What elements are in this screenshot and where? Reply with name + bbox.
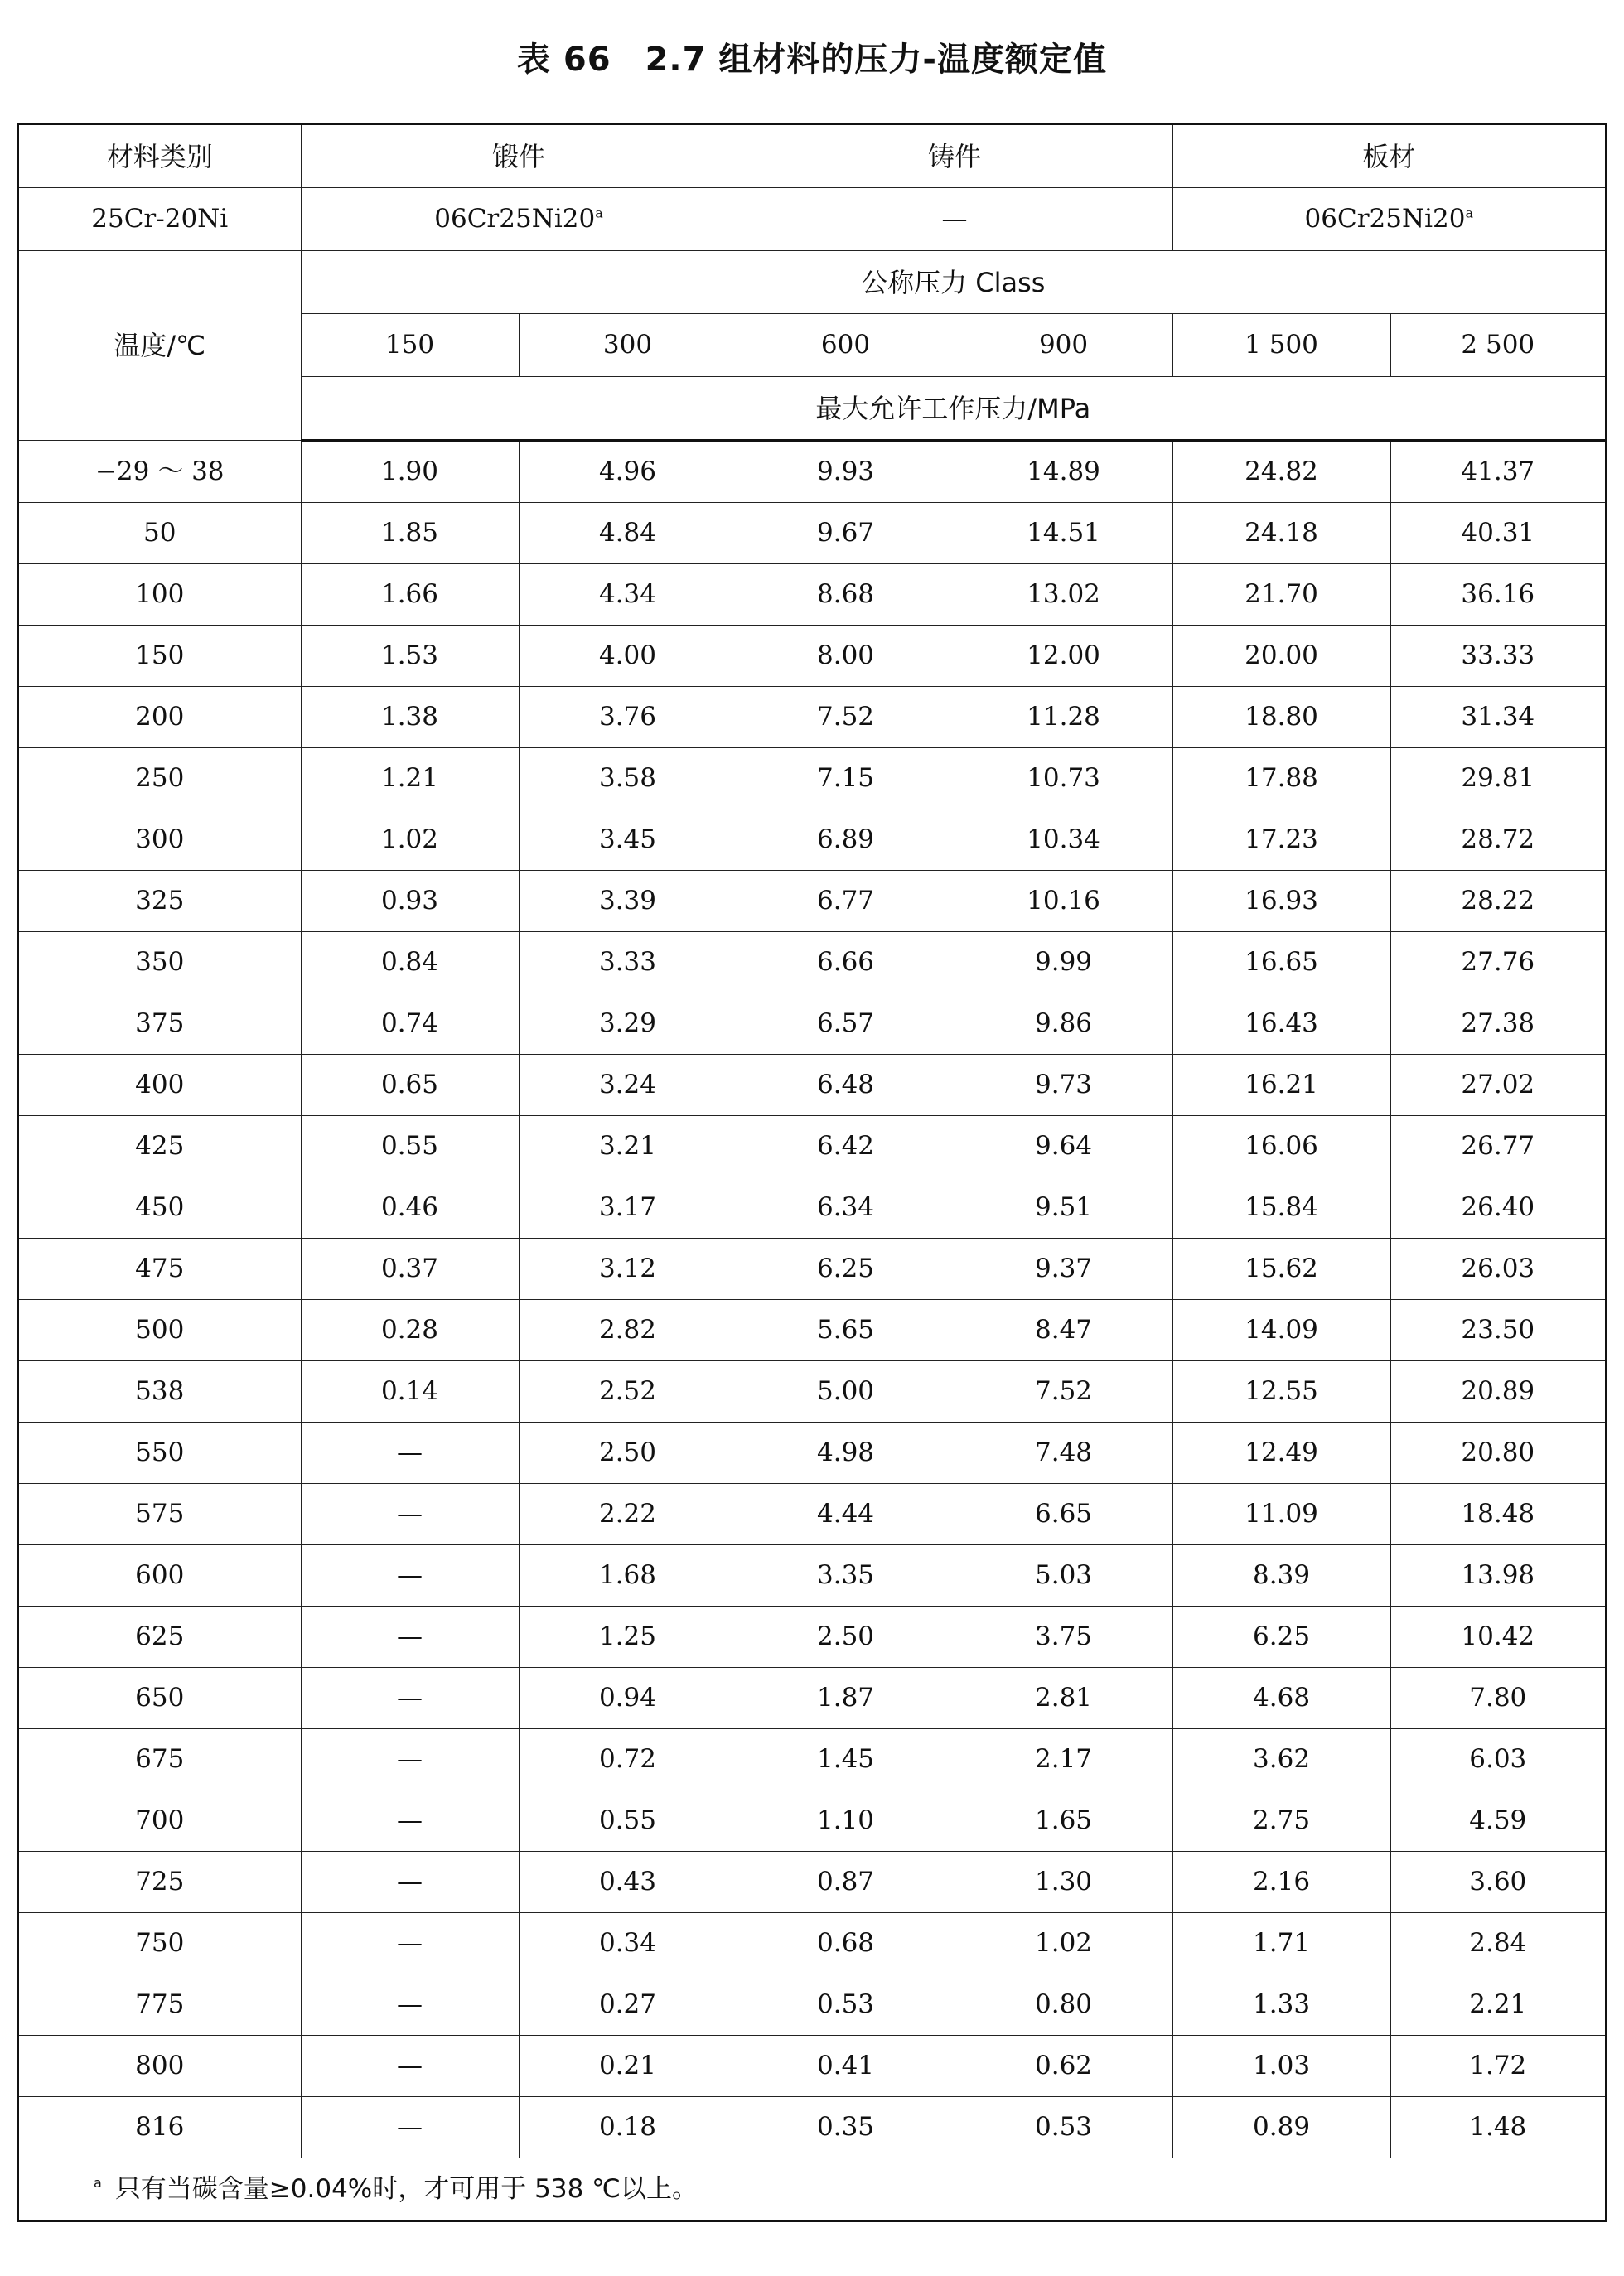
table-row: [19, 441, 1605, 503]
pressure-cell: 3.29: [519, 993, 737, 1055]
temperature-cell: 538: [19, 1361, 301, 1423]
pressure-cell: 0.65: [301, 1055, 519, 1116]
pressure-cell: 8.68: [737, 564, 955, 626]
pressure-cell: 1.03: [1172, 2036, 1390, 2097]
pressure-cell: 2.81: [955, 1668, 1172, 1729]
pressure-cell: 5.00: [737, 1361, 955, 1423]
footnote-cell: [19, 2158, 1605, 2220]
pressure-cell: 20.89: [1390, 1361, 1605, 1423]
pressure-cell: 1.02: [301, 809, 519, 871]
pressure-cell: 3.12: [519, 1239, 737, 1300]
temperature-cell: 625: [19, 1607, 301, 1668]
pressure-cell: 14.51: [955, 503, 1172, 564]
pressure-cell: 1.21: [301, 748, 519, 809]
pressure-cell: —: [301, 1974, 519, 2036]
pressure-cell: 4.96: [519, 441, 737, 503]
pressure-cell: 2.52: [519, 1361, 737, 1423]
table-row: [19, 1852, 1605, 1913]
pressure-cell: 0.55: [301, 1116, 519, 1177]
pressure-cell: 1.90: [301, 441, 519, 503]
pressure-cell: 5.65: [737, 1300, 955, 1361]
pressure-cell: 15.84: [1172, 1177, 1390, 1239]
pressure-cell: 3.17: [519, 1177, 737, 1239]
temperature-cell: 425: [19, 1116, 301, 1177]
pressure-cell: 6.48: [737, 1055, 955, 1116]
pressure-cell: 16.43: [1172, 993, 1390, 1055]
pressure-cell: 4.68: [1172, 1668, 1390, 1729]
pressure-cell: 7.80: [1390, 1668, 1605, 1729]
table-row: [19, 932, 1605, 993]
pressure-cell: 7.52: [737, 687, 955, 748]
pressure-cell: —: [301, 1484, 519, 1545]
pressure-cell: 24.82: [1172, 441, 1390, 503]
pressure-cell: 0.72: [519, 1729, 737, 1790]
table-row: [19, 871, 1605, 932]
forgings-grade: 06Cr25Ni20: [434, 204, 596, 234]
temperature-cell: 700: [19, 1790, 301, 1852]
temperature-cell: 50: [19, 503, 301, 564]
pressure-cell: 0.89: [1172, 2097, 1390, 2158]
pressure-cell: 2.82: [519, 1300, 737, 1361]
pressure-cell: 4.44: [737, 1484, 955, 1545]
table-row: [19, 1484, 1605, 1545]
temperature-cell: 200: [19, 687, 301, 748]
temperature-cell: 725: [19, 1852, 301, 1913]
pressure-cell: 1.65: [955, 1790, 1172, 1852]
pressure-cell: 11.09: [1172, 1484, 1390, 1545]
pressure-cell: 26.03: [1390, 1239, 1605, 1300]
table-row: [19, 1055, 1605, 1116]
class-header: 900: [955, 314, 1172, 377]
pressure-cell: —: [301, 1668, 519, 1729]
pressure-cell: 12.00: [955, 626, 1172, 687]
pressure-cell: 0.41: [737, 2036, 955, 2097]
pressure-cell: 16.06: [1172, 1116, 1390, 1177]
temperature-cell: 500: [19, 1300, 301, 1361]
table-row: [19, 1116, 1605, 1177]
pressure-cell: 1.10: [737, 1790, 955, 1852]
pressure-cell: 3.75: [955, 1607, 1172, 1668]
class-header: 300: [519, 314, 737, 377]
pressure-cell: 1.53: [301, 626, 519, 687]
pressure-cell: 1.72: [1390, 2036, 1605, 2097]
pressure-cell: 28.72: [1390, 809, 1605, 871]
pressure-cell: 40.31: [1390, 503, 1605, 564]
pressure-cell: —: [301, 2036, 519, 2097]
temperature-cell: 250: [19, 748, 301, 809]
table-row: [19, 626, 1605, 687]
pressure-cell: 0.28: [301, 1300, 519, 1361]
temperature-cell: −29 ～ 38: [19, 441, 301, 503]
pressure-cell: 0.43: [519, 1852, 737, 1913]
pressure-cell: —: [301, 2097, 519, 2158]
temperature-cell: 300: [19, 809, 301, 871]
pressure-cell: 6.42: [737, 1116, 955, 1177]
pressure-cell: 4.00: [519, 626, 737, 687]
pressure-cell: —: [301, 1790, 519, 1852]
pressure-cell: 9.67: [737, 503, 955, 564]
pressure-cell: 0.14: [301, 1361, 519, 1423]
pressure-cell: 9.73: [955, 1055, 1172, 1116]
pressure-cell: 41.37: [1390, 441, 1605, 503]
pressure-cell: 0.93: [301, 871, 519, 932]
table-row: [19, 1545, 1605, 1607]
pressure-cell: 0.87: [737, 1852, 955, 1913]
pressure-cell: 0.53: [737, 1974, 955, 2036]
pressure-cell: 0.55: [519, 1790, 737, 1852]
pressure-cell: —: [301, 1545, 519, 1607]
temperature-cell: 800: [19, 2036, 301, 2097]
footnote-text: 只有当碳含量≥0.04%时，才可用于 538 ℃以上。: [114, 2173, 698, 2204]
pressure-cell: 9.93: [737, 441, 955, 503]
pressure-cell: 3.39: [519, 871, 737, 932]
pressure-cell: 3.60: [1390, 1852, 1605, 1913]
castings-grade-cell: —: [737, 188, 1172, 251]
pressure-cell: 6.89: [737, 809, 955, 871]
pressure-cell: 13.98: [1390, 1545, 1605, 1607]
pressure-cell: 26.40: [1390, 1177, 1605, 1239]
pressure-cell: 1.48: [1390, 2097, 1605, 2158]
temperature-cell: 375: [19, 993, 301, 1055]
table-row: [19, 1913, 1605, 1974]
pressure-cell: 0.84: [301, 932, 519, 993]
plates-grade-cell: [1172, 188, 1605, 251]
pressure-cell: 24.18: [1172, 503, 1390, 564]
nominal-pressure-header: 公称压力 Class: [301, 251, 1605, 314]
pressure-cell: 2.22: [519, 1484, 737, 1545]
temperature-cell: 450: [19, 1177, 301, 1239]
pressure-cell: 0.94: [519, 1668, 737, 1729]
plates-header: 板材: [1172, 125, 1605, 188]
temperature-cell: 475: [19, 1239, 301, 1300]
pressure-cell: 0.18: [519, 2097, 737, 2158]
pressure-cell: 33.33: [1390, 626, 1605, 687]
pressure-cell: 3.24: [519, 1055, 737, 1116]
pressure-cell: 3.21: [519, 1116, 737, 1177]
pressure-cell: 0.21: [519, 2036, 737, 2097]
pressure-cell: 2.75: [1172, 1790, 1390, 1852]
pressure-cell: 21.70: [1172, 564, 1390, 626]
pressure-cell: 10.34: [955, 809, 1172, 871]
pressure-cell: 0.46: [301, 1177, 519, 1239]
footnote-row: [19, 2158, 1605, 2220]
pressure-cell: 1.85: [301, 503, 519, 564]
table-row: [19, 748, 1605, 809]
temperature-cell: 325: [19, 871, 301, 932]
pressure-cell: 10.42: [1390, 1607, 1605, 1668]
pressure-cell: 6.25: [737, 1239, 955, 1300]
table-row: [19, 1607, 1605, 1668]
temperature-cell: 775: [19, 1974, 301, 2036]
pressure-cell: 23.50: [1390, 1300, 1605, 1361]
pressure-cell: —: [301, 1852, 519, 1913]
pressure-cell: 29.81: [1390, 748, 1605, 809]
pressure-cell: 4.34: [519, 564, 737, 626]
pressure-cell: 27.38: [1390, 993, 1605, 1055]
temperature-cell: 600: [19, 1545, 301, 1607]
pressure-cell: 8.00: [737, 626, 955, 687]
pressure-cell: 9.37: [955, 1239, 1172, 1300]
pressure-cell: 1.66: [301, 564, 519, 626]
pressure-cell: 9.99: [955, 932, 1172, 993]
pressure-cell: 27.76: [1390, 932, 1605, 993]
pressure-cell: 10.73: [955, 748, 1172, 809]
pressure-cell: 12.55: [1172, 1361, 1390, 1423]
pressure-cell: 6.57: [737, 993, 955, 1055]
temperature-cell: 150: [19, 626, 301, 687]
table-row: [19, 687, 1605, 748]
table-row: [19, 2097, 1605, 2158]
pressure-cell: 2.16: [1172, 1852, 1390, 1913]
temperature-cell: 575: [19, 1484, 301, 1545]
pressure-cell: 4.59: [1390, 1790, 1605, 1852]
pressure-cell: —: [301, 1913, 519, 1974]
pressure-cell: 10.16: [955, 871, 1172, 932]
table-row: [19, 1300, 1605, 1361]
forgings-header: 锻件: [301, 125, 737, 188]
pressure-cell: 0.68: [737, 1913, 955, 1974]
pressure-cell: 4.98: [737, 1423, 955, 1484]
rating-table-frame: [17, 123, 1607, 2222]
pressure-cell: 3.76: [519, 687, 737, 748]
castings-header: 铸件: [737, 125, 1172, 188]
pressure-cell: 0.35: [737, 2097, 955, 2158]
pressure-cell: 8.47: [955, 1300, 1172, 1361]
pressure-cell: 20.00: [1172, 626, 1390, 687]
pressure-cell: 0.62: [955, 2036, 1172, 2097]
table-row: [19, 1790, 1605, 1852]
pressure-cell: 1.25: [519, 1607, 737, 1668]
table-title: 表 66 2.7 组材料的压力-温度额定值: [517, 41, 1107, 79]
pressure-cell: 28.22: [1390, 871, 1605, 932]
pressure-cell: 3.35: [737, 1545, 955, 1607]
footnote-mark: a: [94, 2175, 102, 2191]
pressure-cell: 14.89: [955, 441, 1172, 503]
temperature-cell: 675: [19, 1729, 301, 1790]
forgings-grade-footnote-mark: a: [595, 205, 603, 221]
pressure-cell: 7.15: [737, 748, 955, 809]
table-row: [19, 993, 1605, 1055]
pressure-cell: 3.45: [519, 809, 737, 871]
pressure-cell: —: [301, 1729, 519, 1790]
pressure-cell: 3.62: [1172, 1729, 1390, 1790]
pressure-cell: 1.33: [1172, 1974, 1390, 2036]
plates-grade-footnote-mark: a: [1465, 205, 1473, 221]
table-row: [19, 503, 1605, 564]
pressure-cell: 0.37: [301, 1239, 519, 1300]
pressure-cell: —: [301, 1423, 519, 1484]
pressure-cell: 0.74: [301, 993, 519, 1055]
pressure-cell: 1.71: [1172, 1913, 1390, 1974]
pressure-cell: 20.80: [1390, 1423, 1605, 1484]
pressure-cell: 27.02: [1390, 1055, 1605, 1116]
pressure-cell: 0.27: [519, 1974, 737, 2036]
pressure-cell: 6.25: [1172, 1607, 1390, 1668]
table-row: [19, 1423, 1605, 1484]
pressure-cell: —: [301, 1607, 519, 1668]
class-header: 600: [737, 314, 955, 377]
pressure-cell: 0.53: [955, 2097, 1172, 2158]
table-row: [19, 1361, 1605, 1423]
pressure-cell: 0.80: [955, 1974, 1172, 2036]
plates-grade: 06Cr25Ni20: [1304, 204, 1466, 234]
pressure-cell: 11.28: [955, 687, 1172, 748]
temperature-cell: 750: [19, 1913, 301, 1974]
pressure-cell: 14.09: [1172, 1300, 1390, 1361]
pressure-cell: 3.33: [519, 932, 737, 993]
pressure-cell: 31.34: [1390, 687, 1605, 748]
pressure-cell: 6.65: [955, 1484, 1172, 1545]
pressure-cell: 1.87: [737, 1668, 955, 1729]
pressure-cell: 2.50: [519, 1423, 737, 1484]
temperature-cell: 100: [19, 564, 301, 626]
table-row: [19, 1729, 1605, 1790]
table-row: [19, 1239, 1605, 1300]
pressure-cell: 36.16: [1390, 564, 1605, 626]
pressure-cell: 7.48: [955, 1423, 1172, 1484]
pressure-cell: 18.80: [1172, 687, 1390, 748]
class-header: 1 500: [1172, 314, 1390, 377]
temperature-cell: 650: [19, 1668, 301, 1729]
pressure-cell: 6.66: [737, 932, 955, 993]
pressure-cell: 2.84: [1390, 1913, 1605, 1974]
pressure-cell: 3.58: [519, 748, 737, 809]
pressure-cell: 17.23: [1172, 809, 1390, 871]
temperature-cell: 400: [19, 1055, 301, 1116]
pressure-cell: 18.48: [1390, 1484, 1605, 1545]
table-row: [19, 2036, 1605, 2097]
pressure-cell: 1.30: [955, 1852, 1172, 1913]
forgings-grade-cell: [301, 188, 737, 251]
table-row: [19, 809, 1605, 871]
temperature-cell: 350: [19, 932, 301, 993]
alloy-cell: 25Cr-20Ni: [19, 188, 301, 251]
pressure-cell: 9.64: [955, 1116, 1172, 1177]
pressure-cell: 2.21: [1390, 1974, 1605, 2036]
table-row: [19, 1974, 1605, 2036]
pressure-cell: 2.17: [955, 1729, 1172, 1790]
pressure-cell: 16.93: [1172, 871, 1390, 932]
pressure-cell: 16.65: [1172, 932, 1390, 993]
pressure-cell: 7.52: [955, 1361, 1172, 1423]
material-category-header: 材料类别: [19, 125, 301, 188]
pressure-cell: 1.68: [519, 1545, 737, 1607]
table-row: [19, 1668, 1605, 1729]
pressure-cell: 17.88: [1172, 748, 1390, 809]
pressure-cell: 5.03: [955, 1545, 1172, 1607]
pressure-cell: 26.77: [1390, 1116, 1605, 1177]
pressure-cell: 6.03: [1390, 1729, 1605, 1790]
pressure-cell: 1.38: [301, 687, 519, 748]
pressure-cell: 12.49: [1172, 1423, 1390, 1484]
temperature-cell: 816: [19, 2097, 301, 2158]
temperature-header: 温度/℃: [19, 251, 301, 441]
pressure-cell: 1.45: [737, 1729, 955, 1790]
table-row: [19, 1177, 1605, 1239]
pressure-cell: 16.21: [1172, 1055, 1390, 1116]
pressure-cell: 9.51: [955, 1177, 1172, 1239]
max-pressure-header: 最大允许工作压力/MPa: [301, 377, 1605, 441]
pressure-cell: 13.02: [955, 564, 1172, 626]
class-header: 2 500: [1390, 314, 1605, 377]
pressure-cell: 6.34: [737, 1177, 955, 1239]
class-header: 150: [301, 314, 519, 377]
pressure-cell: 6.77: [737, 871, 955, 932]
pressure-cell: 2.50: [737, 1607, 955, 1668]
temperature-cell: 550: [19, 1423, 301, 1484]
pressure-cell: 0.34: [519, 1913, 737, 1974]
pressure-cell: 1.02: [955, 1913, 1172, 1974]
pressure-cell: 8.39: [1172, 1545, 1390, 1607]
pressure-cell: 9.86: [955, 993, 1172, 1055]
pressure-cell: 4.84: [519, 503, 737, 564]
table-row: [19, 564, 1605, 626]
pressure-temperature-table: [19, 125, 1605, 2220]
pressure-cell: 15.62: [1172, 1239, 1390, 1300]
